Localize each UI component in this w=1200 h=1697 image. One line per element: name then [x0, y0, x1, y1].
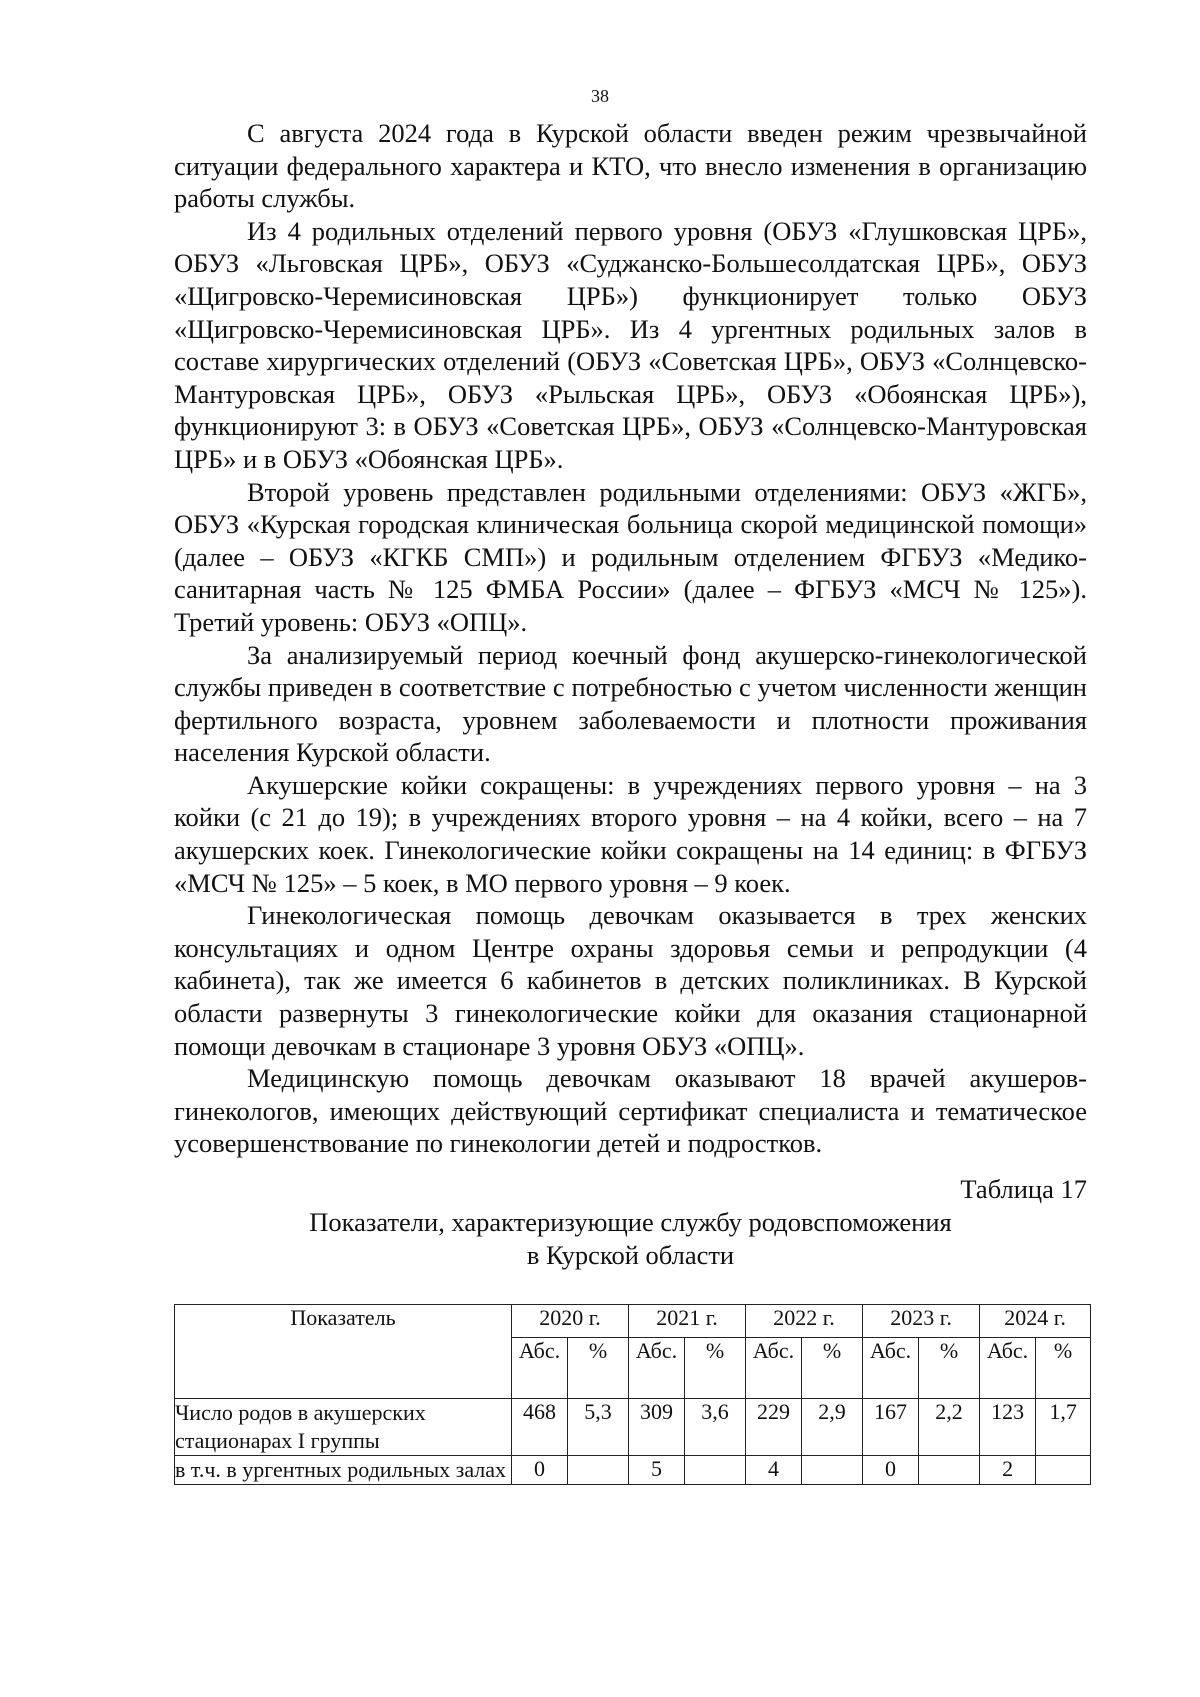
table-title-line: в Курской области [526, 1240, 735, 1270]
table-cell: 0 [863, 1456, 919, 1485]
table-cell: 4 [746, 1456, 802, 1485]
paragraph: Из 4 родильных отделений первого уровня (ОБУЗ «Глушковская ЦРБ», ОБУЗ «Льговская ЦРБ», ОБУЗ «Суджанско-Большесолдатская ЦРБ», ОБУЗ «Щигровско-Черемисиновская ЦРБ») функционирует только ОБУЗ «Щигровско-Черемисиновская ЦРБ». Из 4 ургентных родильных залов в составе хирургических отделений (ОБУЗ «Советская ЦРБ», ОБУЗ «Солнцевско-Мантуровская ЦРБ», ОБУЗ «Рыльская ЦРБ», ОБУЗ «Обоянская ЦРБ»), функционируют 3: в ОБУЗ «Советская ЦРБ», ОБУЗ «Солнцевско-Мантуровская ЦРБ» и в ОБУЗ «Обоянская ЦРБ». [174, 215, 1087, 474]
column-header-abs: Абс. [746, 1338, 802, 1399]
table-cell: 468 [512, 1399, 568, 1456]
table-cell: 3,6 [685, 1399, 746, 1456]
column-header-year: 2022 г. [746, 1305, 863, 1338]
paragraph: За анализируемый период коечный фонд акушерско-гинекологической службы приведен в соответствие с потребностью с учетом численности женщин фертильного возраста, уровнем заболеваемости и плотности проживания населения Курской области. [174, 639, 1087, 768]
paragraph: С августа 2024 года в Курской области введен режим чрезвычайной ситуации федерального характера и КТО, что внесло изменения в организацию работы службы. [174, 118, 1087, 214]
column-header-abs: Абс. [512, 1338, 568, 1399]
table-caption: Таблица 17 [960, 1174, 1087, 1204]
table-cell [685, 1456, 746, 1485]
indicators-table [174, 1304, 1091, 1485]
table-row [175, 1399, 1091, 1456]
table-cell [1036, 1456, 1091, 1485]
paragraph: Гинекологическая помощь девочкам оказывается в трех женских консультациях и одном Центре охраны здоровья семьи и репродукции (4 кабинета), так же имеется 6 кабинетов в детских поликлиниках. В Курской области развернуты 3 гинекологические койки для оказания стационарной помощи девочкам в стационаре 3 уровня ОБУЗ «ОПЦ». [174, 900, 1087, 1061]
column-header-abs: Абс. [629, 1338, 685, 1399]
table-title [174, 1206, 1087, 1272]
table-header-row [175, 1305, 1091, 1338]
paragraph: Медицинскую помощь девочкам оказывают 18 врачей акушеров-гинекологов, имеющих действующий сертификат специалиста и тематическое усовершенствование по гинекологии детей и подростков. [174, 1063, 1087, 1159]
column-header-indicator: Показатель [175, 1305, 512, 1399]
table-cell: 2,9 [802, 1399, 863, 1456]
table-cell: 167 [863, 1399, 919, 1456]
column-header-percent: % [1036, 1338, 1091, 1399]
body-text [174, 117, 1087, 1160]
column-header-year: 2021 г. [629, 1305, 746, 1338]
column-header-year: 2023 г. [863, 1305, 980, 1338]
table-cell: 309 [629, 1399, 685, 1456]
column-header-percent: % [802, 1338, 863, 1399]
column-header-abs: Абс. [980, 1338, 1036, 1399]
table-cell: 229 [746, 1399, 802, 1456]
table-cell: 0 [512, 1456, 568, 1485]
row-label: в т.ч. в ургентных родильных залах [175, 1456, 512, 1485]
table-cell: 2 [980, 1456, 1036, 1485]
column-header-percent: % [919, 1338, 980, 1399]
column-header-year: 2024 г. [980, 1305, 1091, 1338]
column-header-abs: Абс. [863, 1338, 919, 1399]
table-cell [568, 1456, 629, 1485]
table-row [175, 1456, 1091, 1485]
column-header-percent: % [685, 1338, 746, 1399]
table-title-line: Показатели, характеризующие службу родовспоможения [309, 1207, 952, 1237]
table-cell: 5 [629, 1456, 685, 1485]
paragraph: Акушерские койки сокращены: в учреждениях первого уровня – на 3 койки (с 21 до 19); в учреждениях второго уровня – на 4 койки, всего – на 7 акушерских коек. Гинекологические койки сокращены на 14 единиц: в ФГБУЗ «МСЧ № 125» – 5 коек, в МО первого уровня – 9 коек. [174, 769, 1087, 898]
column-header-year: 2020 г. [512, 1305, 629, 1338]
table-cell: 1,7 [1036, 1399, 1091, 1456]
table-cell: 5,3 [568, 1399, 629, 1456]
table-cell [802, 1456, 863, 1485]
table-cell: 2,2 [919, 1399, 980, 1456]
page-number: 38 [591, 86, 609, 106]
table-cell [919, 1456, 980, 1485]
paragraph: Второй уровень представлен родильными отделениями: ОБУЗ «ЖГБ», ОБУЗ «Курская городская клиническая больница скорой медицинской помощи» (далее – ОБУЗ «КГКБ СМП») и родильным отделением ФГБУЗ «Медико-санитарная часть № 125 ФМБА России» (далее – ФГБУЗ «МСЧ № 125»). Третий уровень: ОБУЗ «ОПЦ». [174, 476, 1087, 637]
column-header-percent: % [568, 1338, 629, 1399]
table-cell: 123 [980, 1399, 1036, 1456]
row-label: Число родов в акушерских стационарах I группы [175, 1399, 512, 1456]
